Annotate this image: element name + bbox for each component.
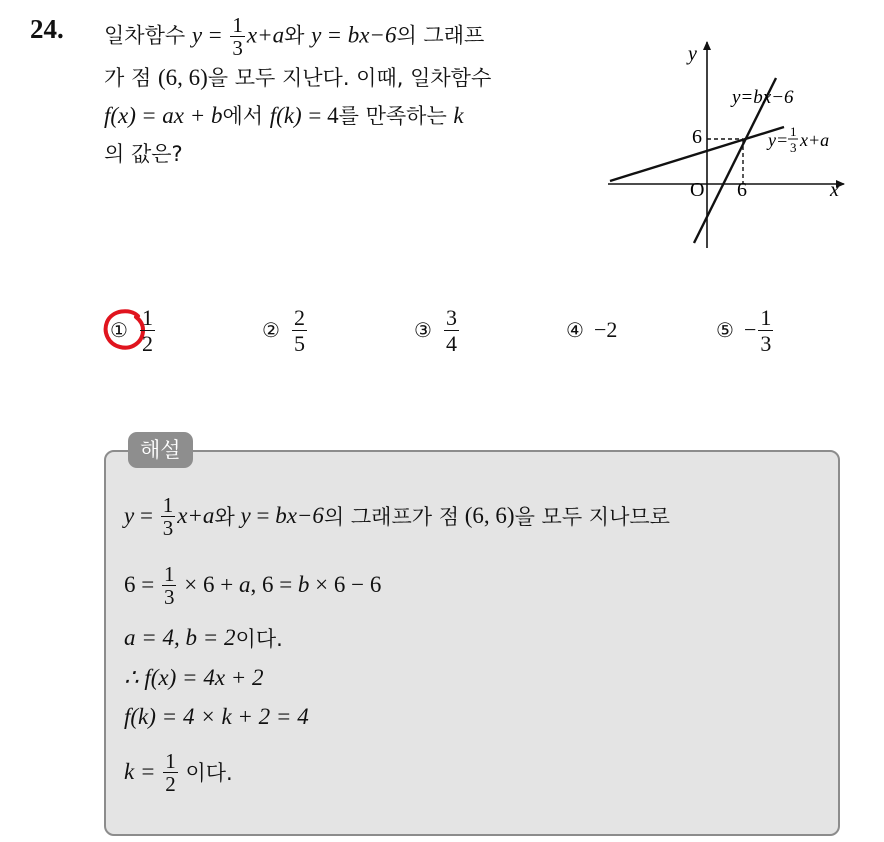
label-shallow-num: 1 (790, 124, 797, 139)
equals: = (208, 22, 222, 48)
fraction-one-half (163, 750, 178, 795)
var-y: y (124, 503, 135, 528)
choice-3[interactable] (414, 300, 461, 360)
choice-mark: ④ (566, 318, 584, 342)
choice-mark: ① (110, 318, 128, 342)
fraction-one-third (230, 14, 245, 59)
tick-y-6: 6 (692, 126, 702, 148)
choice-fraction (444, 305, 459, 356)
math-text: k = (124, 759, 156, 784)
var-k: k (453, 103, 464, 128)
expr-bx-minus-6: bx−6 (347, 22, 397, 48)
expr-ax-plus-b: ax + b (162, 103, 223, 128)
stem-text: 의 그래프 (396, 23, 485, 48)
stem-line-3 (104, 97, 594, 135)
choice-fraction (140, 305, 155, 356)
choice-mark: ② (262, 318, 280, 342)
expr-eq-4: = 4 (308, 103, 339, 128)
label-shallow-prefix: y= (768, 130, 789, 150)
x-axis-label: x (830, 179, 839, 201)
frac-den: 2 (165, 771, 176, 796)
choice-value: −2 (593, 317, 618, 342)
solution-tag: 해설 (128, 432, 193, 468)
frac-num: 2 (293, 304, 305, 330)
stem-text: 의 값은? (104, 142, 183, 166)
math-text: × 6 + (184, 572, 234, 597)
choice-mark: ⑤ (716, 318, 734, 342)
frac-num: 1 (165, 748, 176, 773)
choice-mark: ③ (414, 318, 432, 342)
var-a: a (238, 572, 251, 597)
question-number: 24. (30, 14, 64, 44)
solution-text: 을 모두 지나므로 (514, 505, 670, 529)
var-y: y (240, 503, 251, 528)
label-steep-line: y=bx−6 (732, 87, 794, 108)
frac-den: 2 (141, 330, 153, 356)
fraction-one-third (162, 563, 177, 608)
frac-num: 1 (232, 13, 243, 37)
expr-bx-minus-6: bx−6 (275, 503, 324, 528)
frac-num: 3 (445, 304, 457, 330)
tick-x-6: 6 (737, 179, 747, 201)
frac-den: 3 (232, 36, 243, 60)
point-6-6: (6, 6) (464, 503, 515, 528)
frac-num: 1 (141, 304, 153, 330)
solution-line-5 (124, 697, 309, 737)
expr-x-plus-a: x+a (246, 22, 285, 48)
equals: = (256, 503, 270, 528)
stem-text: 가 점 (104, 66, 152, 90)
frac-den: 3 (163, 584, 175, 609)
equals: = (328, 22, 342, 48)
stem-line-2 (104, 59, 594, 97)
question-stem (104, 14, 594, 173)
coordinate-graph (604, 36, 854, 256)
solution-text: 의 그래프가 점 (323, 505, 459, 529)
answer-choices (100, 300, 860, 360)
math-text: × 6 − 6 (315, 572, 382, 597)
stem-line-4 (104, 135, 594, 173)
math-text: , 6 = (250, 572, 293, 597)
expr-fx: f(x) (104, 103, 136, 128)
stem-line-1 (104, 14, 594, 59)
stem-text: 를 만족하는 (338, 104, 447, 128)
solution-text: 이다. (235, 627, 283, 651)
stem-text: 일차함수 (104, 23, 186, 48)
var-y: y (191, 22, 203, 48)
label-shallow-suffix: x+a (800, 130, 830, 150)
choice-fraction (758, 305, 773, 356)
frac-num: 1 (163, 561, 175, 586)
solution-line-6 (124, 748, 233, 796)
choice-2[interactable] (262, 300, 309, 360)
stem-text: 에서 (222, 104, 264, 128)
var-b: b (297, 572, 310, 597)
math-text: 6 = (124, 572, 155, 597)
math-text: ∴ f(x) = 4x + 2 (124, 665, 264, 690)
stem-text: 와 (284, 23, 305, 48)
solution-line-1 (124, 492, 670, 540)
choice-1[interactable] (110, 300, 157, 360)
solution-text: 와 (214, 505, 235, 529)
choice-5[interactable] (716, 300, 775, 360)
math-text: f(k) = 4 × k + 2 = 4 (124, 704, 309, 729)
frac-num: 1 (760, 304, 772, 330)
solution-line-4 (124, 658, 264, 698)
y-axis-label: y (688, 43, 697, 65)
fraction-one-third (161, 494, 176, 539)
equals: = (142, 103, 156, 128)
frac-den: 4 (445, 330, 457, 356)
frac-den: 3 (162, 515, 174, 540)
choice-fraction (292, 305, 307, 356)
solution-text: 이다. (185, 761, 233, 785)
frac-den: 5 (293, 330, 305, 356)
expr-x-plus-a: x+a (177, 503, 215, 528)
expr-fk: f(k) (269, 103, 302, 128)
point-6-6: (6, 6) (157, 65, 208, 90)
equals: = (139, 503, 153, 528)
frac-num: 1 (162, 492, 174, 517)
label-shallow-den: 3 (790, 140, 797, 155)
var-y: y (311, 22, 322, 48)
solution-line-2 (124, 561, 382, 609)
frac-den: 3 (760, 330, 772, 356)
choice-4[interactable] (566, 300, 617, 360)
choice-sign: − (743, 317, 757, 342)
stem-text: 을 모두 지난다. 이때, 일차함수 (207, 66, 492, 90)
origin-label: O (690, 179, 705, 201)
math-text: a = 4, b = 2 (124, 625, 236, 650)
solution-line-3 (124, 618, 283, 658)
